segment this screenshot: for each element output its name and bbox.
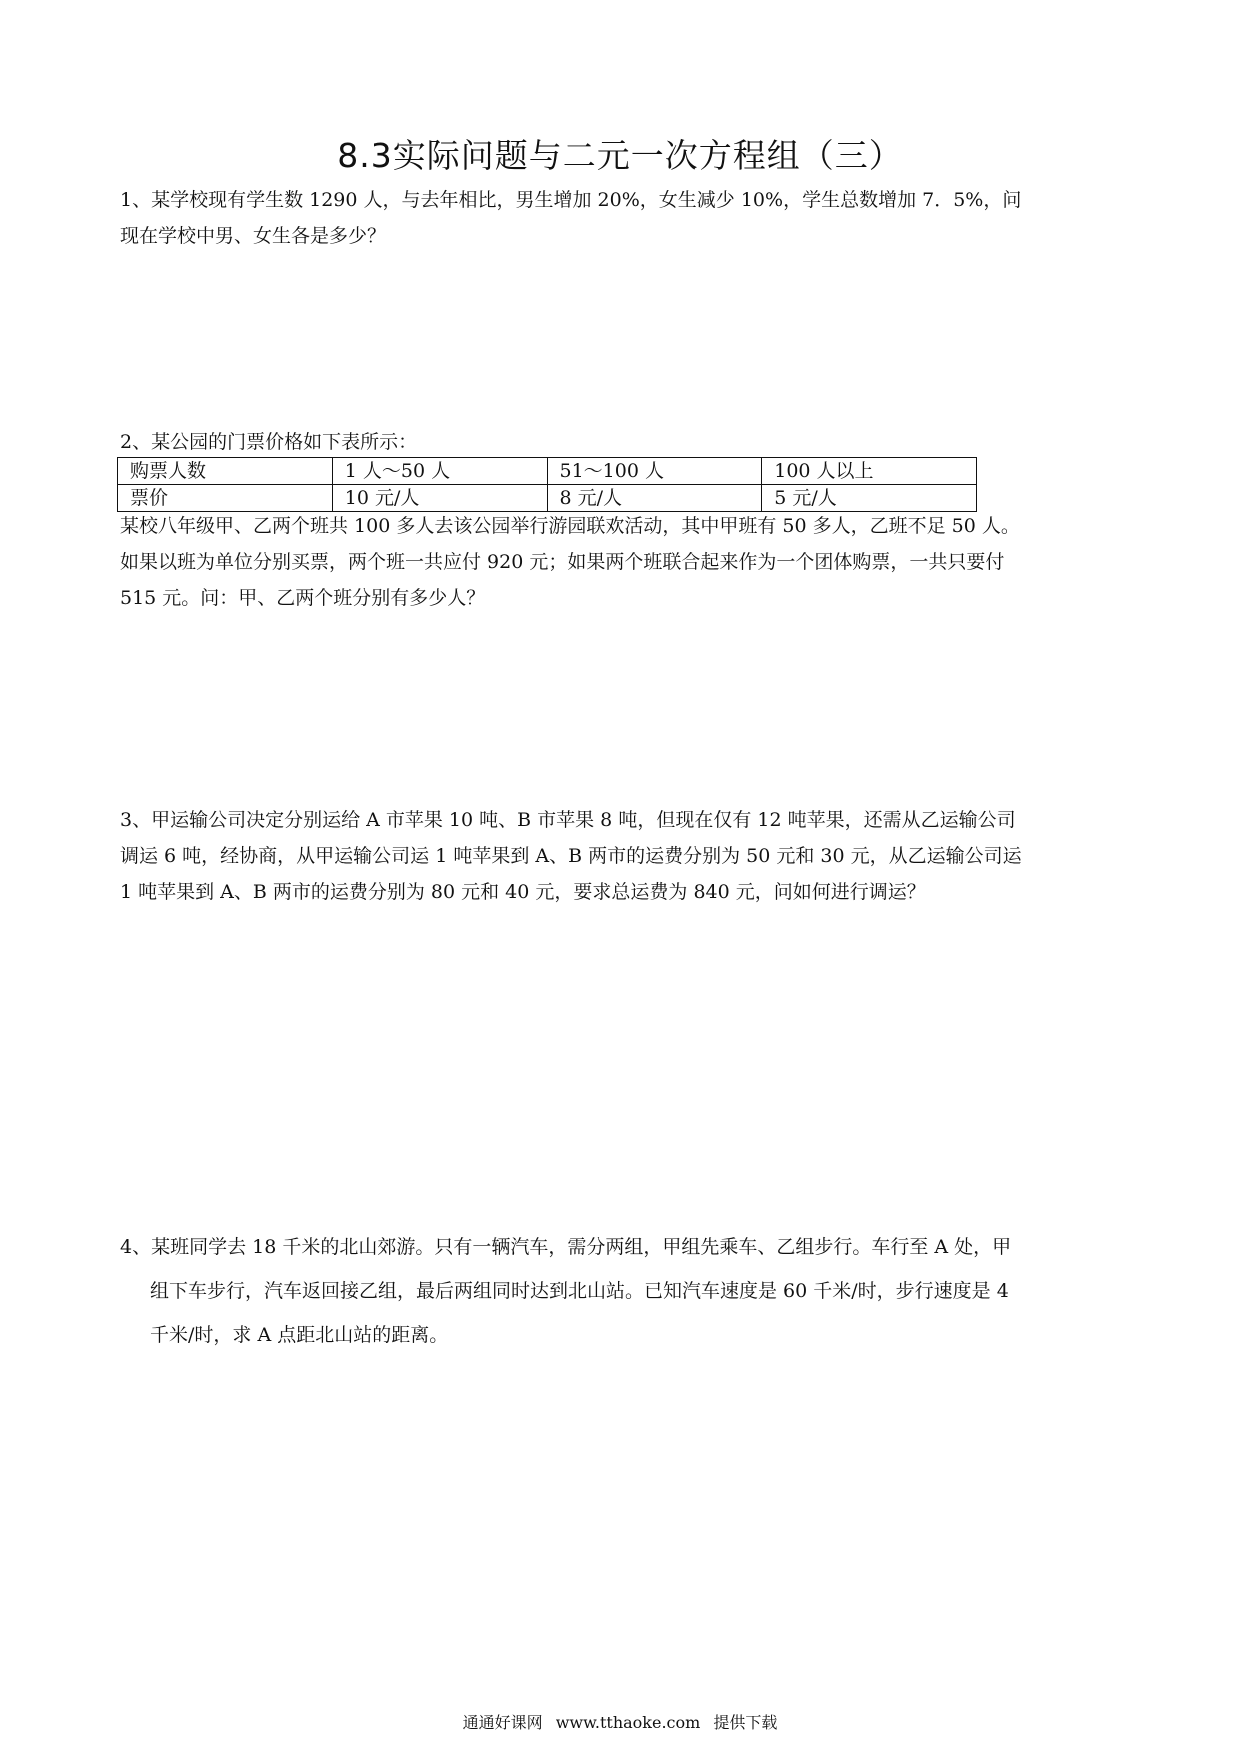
footer-suffix: 提供下载 (713, 1713, 778, 1732)
table-cell: 票价 (118, 485, 333, 512)
problem-3-line-1: 3、甲运输公司决定分别运给 A 市苹果 10 吨、B 市苹果 8 吨，但现在仅有 12 吨苹果，还需从乙运输公司 (120, 809, 1016, 831)
footer (0, 1710, 1240, 1733)
table-cell: 购票人数 (118, 458, 333, 485)
table-cell: 8 元/人 (547, 485, 762, 512)
problem-3-line-2: 调运 6 吨，经协商，从甲运输公司运 1 吨苹果到 A、B 两市的运费分别为 50 元和 30 元，从乙运输公司运 (120, 845, 1022, 867)
problem-1-line-1: 1、某学校现有学生数 1290 人，与去年相比，男生增加 20%，女生减少 10%，学生总数增加 7．5%，问 (120, 189, 1022, 211)
problem-4 (120, 1225, 1130, 1357)
problem-2-intro-text: 2、某公园的门票价格如下表所示： (120, 431, 418, 453)
table-cell: 100 人以上 (762, 458, 977, 485)
table-row (118, 458, 977, 485)
problem-3-line-3: 1 吨苹果到 A、B 两市的运费分别为 80 元和 40 元，要求总运费为 840 元，问如何进行调运？ (120, 881, 926, 903)
table-cell: 51～100 人 (547, 458, 762, 485)
problem-1-line-2: 现在学校中男、女生各是多少？ (120, 225, 387, 247)
ticket-price-table (117, 457, 977, 512)
problem-1 (120, 182, 1130, 254)
footer-url[interactable]: www.tthaoke.com (555, 1713, 701, 1732)
problem-4-line-3: 千米/时，求 A 点距北山站的距离。 (150, 1324, 449, 1346)
page-title: 8.3实际问题与二元一次方程组（三） (337, 136, 903, 175)
table-cell: 5 元/人 (762, 485, 977, 512)
problem-2 (120, 508, 1130, 616)
table-cell: 1 人～50 人 (332, 458, 547, 485)
problem-2-line-1: 某校八年级甲、乙两个班共 100 多人去该公园举行游园联欢活动，其中甲班有 50 多人，乙班不足 50 人。 (120, 515, 1020, 537)
problem-2-line-2: 如果以班为单位分别买票，两个班一共应付 920 元；如果两个班联合起来作为一个团体购票，一共只要付 (120, 551, 1005, 573)
footer-site-name: 通通好课网 (462, 1713, 543, 1732)
problem-4-line-2: 组下车步行，汽车返回接乙组，最后两组同时达到北山站。已知汽车速度是 60 千米/时，步行速度是 4 (150, 1280, 1009, 1302)
problem-4-line-1: 4、某班同学去 18 千米的北山郊游。只有一辆汽车，需分两组，甲组先乘车、乙组步行。车行至 A 处，甲 (120, 1236, 1012, 1258)
problem-2-line-3: 515 元。问：甲、乙两个班分别有多少人？ (120, 587, 486, 609)
problem-3 (120, 802, 1130, 910)
table-cell: 10 元/人 (332, 485, 547, 512)
